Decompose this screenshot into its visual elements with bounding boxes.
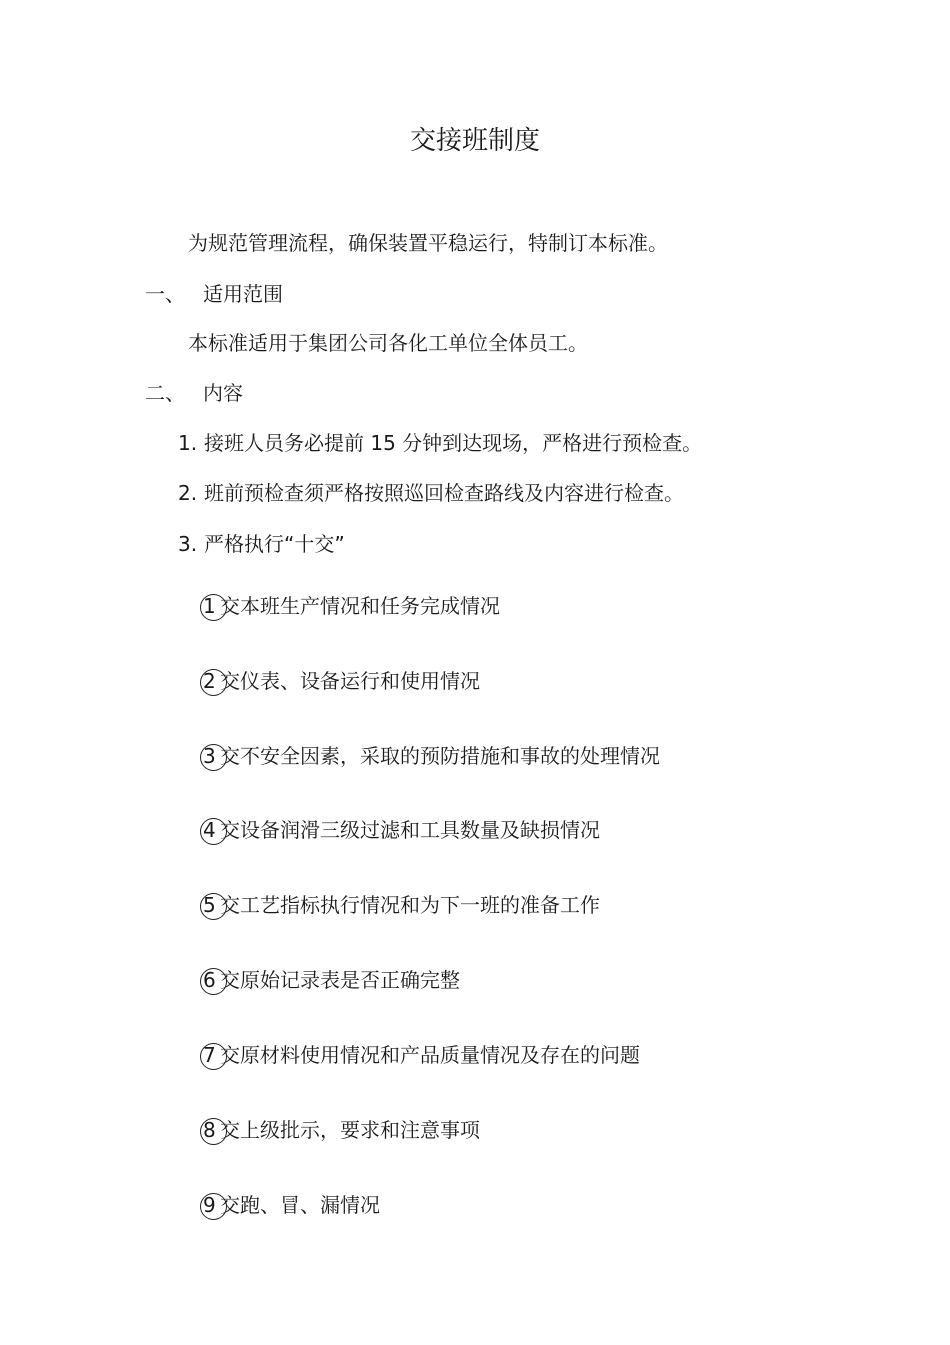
ten-item-5-text: 交工艺指标执行情况和为下一班的准备工作 [220,893,600,917]
section-2-heading [145,381,243,405]
section-1-body: 本标准适用于集团公司各化工单位全体员工。 [188,331,588,355]
numbered-item-1 [178,431,702,455]
ten-item-2-number: 2 [203,669,216,693]
ten-item-5-number: 5 [203,893,216,917]
section-1-heading [145,282,283,306]
ten-item-4-text: 交设备润滑三级过滤和工具数量及缺损情况 [220,818,600,842]
ten-item-4-number: 4 [203,818,216,842]
numbered-item-2-num: 2. [178,481,198,505]
ten-item-2-text: 交仪表、设备运行和使用情况 [220,669,480,693]
ten-item-7-number: 7 [203,1043,216,1067]
ten-item-3-text: 交不安全因素，采取的预防措施和事故的处理情况 [220,744,660,768]
intro-paragraph: 为规范管理流程，确保装置平稳运行，特制订本标准。 [188,231,668,255]
ten-item-8-number: 8 [203,1118,216,1142]
section-1-mark: 一、 [145,282,185,306]
ten-item-9-text: 交跑、冒、漏情况 [220,1193,380,1217]
ten-item-6-number: 6 [203,968,216,992]
ten-item-7-text: 交原材料使用情况和产品质量情况及存在的问题 [220,1043,640,1067]
section-2-title: 内容 [203,381,243,405]
section-1-title: 适用范围 [203,282,283,306]
numbered-item-3-num: 3. [178,532,198,556]
numbered-item-1-text: 接班人员务必提前 15 分钟到达现场，严格进行预检查。 [204,431,703,455]
ten-item-6-text: 交原始记录表是否正确完整 [220,968,460,992]
ten-item-3-number: 3 [203,744,216,768]
ten-item-9-number: 9 [203,1193,216,1217]
numbered-item-2 [178,481,684,505]
numbered-item-1-num: 1. [178,431,198,455]
numbered-item-3 [178,532,345,556]
numbered-item-3-text: 严格执行“十交” [204,532,345,556]
ten-item-8-text: 交上级批示，要求和注意事项 [220,1118,480,1142]
ten-item-1-text: 交本班生产情况和任务完成情况 [220,594,500,618]
numbered-item-2-text: 班前预检查须严格按照巡回检查路线及内容进行检查。 [204,481,684,505]
section-2-mark: 二、 [145,381,185,405]
ten-item-1-number: 1 [203,594,216,618]
document-title: 交接班制度 [409,126,540,156]
